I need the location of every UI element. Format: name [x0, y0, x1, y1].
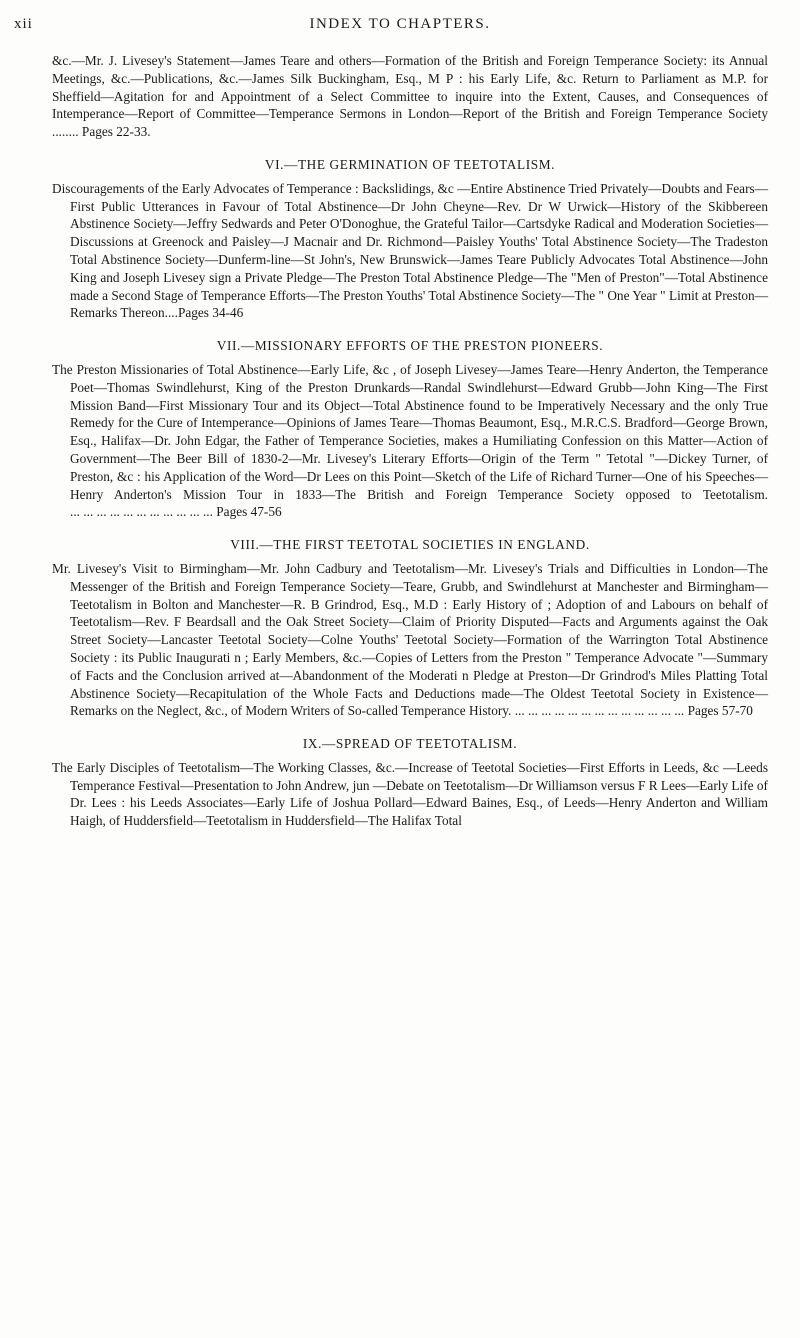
- chapter-ix-heading: IX.—SPREAD OF TEETOTALISM.: [302, 736, 518, 752]
- chapter-vii-text: The Preston Missionaries of Total Abstinence—Early Life, &c , of Joseph Livesey—James Teare—Henry Anderton, the Temperance Poet—Thomas Swindlehurst, King of the Preston Drunkards—Randal Swindlehurst—Edward Grubb—John King—The First Mission Band—First Missionary Tour and its Object—Total Abstinence found to be Imperatively Necessary and the only True Remedy for the Cure of Intemperance—Opinions of James Teare—Thomas Beaumont, Esq., M.R.C.S. Bradford—George Brown, Esq., Halifax—Dr. John Edgar, the Father of Temperance Societies, makes a Humiliating Confession on this Matter—Action of Government—The Beer Bill of 1830-2—Mr. Livesey's Literary Efforts—Origin of the Term " Tetotal "—Dickey Turner, of Preston, &c : his Application of the Word—Dr Lees on this Point—Sketch of the Life of Richard Turner—One of his Speeches—Henry Anderton's Mission Tour in 1833—The British and Foreign Temperance Society opposed to Teetotalism.: [52, 361, 768, 502]
- running-head: [0, 12, 800, 40]
- chapter-viii-summary: [52, 560, 768, 720]
- chapter-viii-pages: ... ... ... ... ... ... ... ... ... ... ... ... ... Pages 57-70: [514, 703, 753, 719]
- chapter-v-continuation: [52, 52, 768, 141]
- index-content: [52, 52, 768, 830]
- chapter-viii-heading: VIII.—THE FIRST TEETOTAL SOCIETIES IN ENGLAND.: [230, 537, 590, 553]
- chapter-ix-summary: [52, 759, 768, 830]
- chapter-vii-summary: [52, 361, 768, 521]
- chapter-vi-summary: [52, 180, 768, 322]
- chapter-v-text: &c.—Mr. J. Livesey's Statement—James Teare and others—Formation of the British and Foreign Temperance Society: its Annual Meetings, &c.—Publications, &c.—James Silk Buckingham, Esq., M P : his Early Life, &c. Return to Parliament as M.P. for Sheffield—Agitation for and Appointment of a Select Committee to inquire into the Extent, Causes, and Consequences of Intemperance—Report of Committee—Temperance Sermons in London—Report of the British and Foreign Temperance Society: [52, 53, 768, 122]
- chapter-vi-text: Discouragements of the Early Advocates of Temperance : Backslidings, &c —Entire Abstinence Tried Privately—Doubts and Fears—First Public Utterances in Favour of Total Abstinence—Dr John Cheyne—Rev. Dr W Urwick—History of the Skibbereen Abstinence Society—Jeffry Sedwards and Peter O'Donoghue, the Grateful Tailor—Cartsdyke Radical and Moderation Societies—Discussions at Greenock and Paisley—J Macnair and Dr. Richmond—Paisley Youths' Total Abstinence Society—The Tradeston Total Abstinence Society—Dunferm-line—St John's, New Brunswick—James Teare Publicly Advocates Total Abstinence—John King and Joseph Livesey sign a Private Pledge—The Preston Total Abstinence Pledge—The "Men of Preston"—Total Abstinence made a Second Stage of Temperance Efforts—The Preston Youths' Total Abstinence Society—The " One Year " Limit at Preston—Remarks Thereon....: [52, 180, 768, 321]
- chapter-viii-text: Mr. Livesey's Visit to Birmingham—Mr. John Cadbury and Teetotalism—Mr. Livesey's Trials and Difficulties in London—The Messenger of the British and Foreign Temperance Society—Teare, Grubb, and Swindlehurst at Manchester and Birmingham—Teetotalism in Bolton and Manchester—R. B Grindrod, Esq., M.D : Early History of ; Adoption of and Labours on behalf of Teetotalism—Rev. F Beardsall and the Oak Street Society—Claim of Priority Disputed—Facts and Arguments against the Oak Street Society—Lancaster Teetotal Society—Colne Youths' Teetotal Society—Formation of the Warrington Total Abstinence Society : its Public Inaugurati n ; Early Members, &c.—Copies of Letters from the Preston " Temperance Advocate "—Summary of Facts and the Conclusion arrived at—Abandonment of the Moderati n Pledge at Preston—Dr Grindrod's Miles Platting Total Abstinence Society—Recapitulation of the Whole Facts and Deductions made—The Oldest Teetotal Society in Existence—Remarks on the Neglect, &c., of Modern Writers of So-called Temperance History.: [52, 560, 768, 719]
- running-head-title: INDEX TO CHAPTERS.: [309, 16, 491, 32]
- page-number: xii: [14, 16, 33, 32]
- chapter-vii-heading: VII.—MISSIONARY EFFORTS OF THE PRESTON PIONEERS.: [216, 338, 604, 354]
- chapter-v-pages: ........ Pages 22-33.: [52, 124, 151, 140]
- chapter-ix-text: The Early Disciples of Teetotalism—The Working Classes, &c.—Increase of Teetotal Societies—First Efforts in Leeds, &c —Leeds Temperance Festival—Presentation to John Andrew, jun —Debate on Teetotalism—Dr Williamson versus F R Lees—Early Life of Dr. Lees : his Leeds Associates—Early Life of Joshua Pollard—Edward Baines, Esq., of Leeds—Henry Anderton and William Haigh, of Huddersfield—Teetotalism in Huddersfield—The Halifax Total: [52, 759, 768, 829]
- chapter-vi-heading: VI.—THE GERMINATION OF TEETOTALISM.: [264, 156, 556, 172]
- chapter-vii-pages: ... ... ... ... ... ... ... ... ... ... ... Pages 47-56: [70, 504, 282, 520]
- chapter-vi-pages: Pages 34-46: [177, 305, 244, 321]
